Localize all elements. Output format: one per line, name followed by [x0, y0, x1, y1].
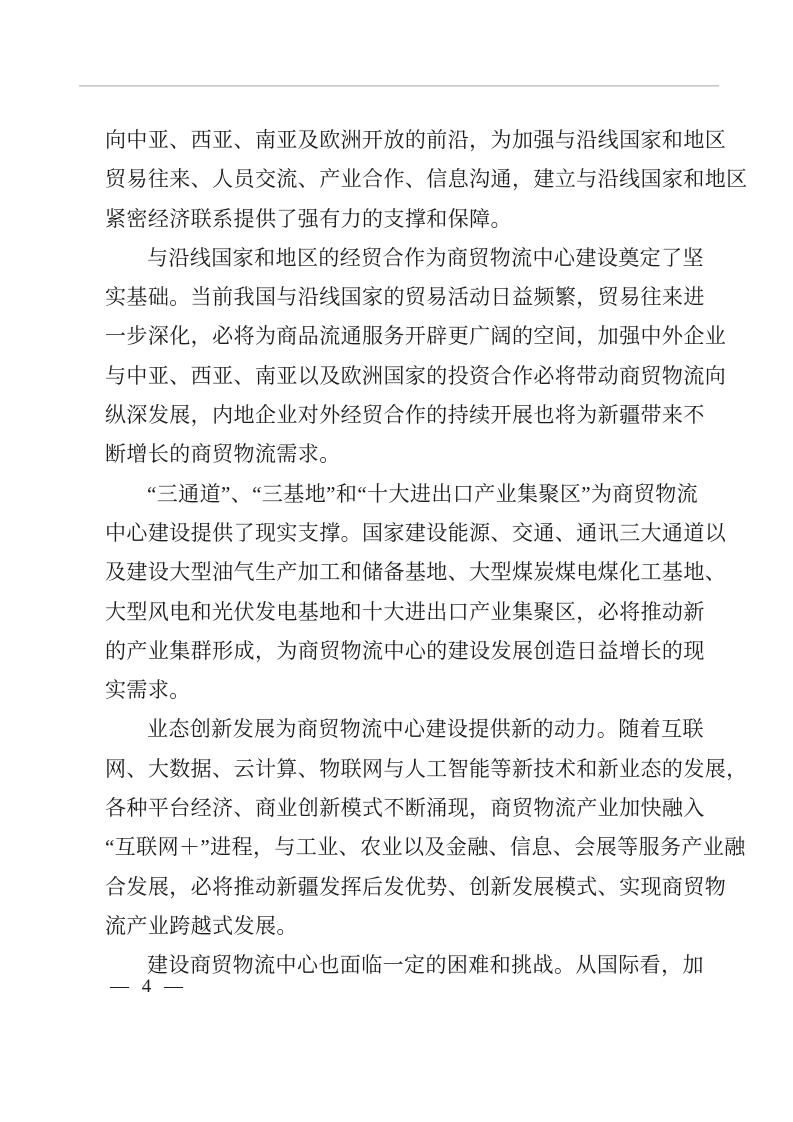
text-line: “互联网＋”进程，与工业、农业以及金融、信息、会展等服务产业融	[105, 835, 746, 860]
text-line: 及建设大型油气生产加工和储备基地、大型煤炭煤电煤化工基地、	[105, 560, 727, 585]
text-line: 与中亚、西亚、南亚以及欧洲国家的投资合作必将带动商贸物流向	[105, 363, 727, 388]
page-number: — 4 —	[110, 976, 187, 997]
paragraph	[105, 475, 727, 711]
text-line: 中心建设提供了现实支撑。国家建设能源、交通、通讯三大通道以	[105, 520, 727, 545]
text-line: 各种平台经济、商业创新模式不断涌现，商贸物流产业加快融入	[105, 796, 705, 821]
text-line: 与沿线国家和地区的经贸合作为商贸物流中心建设奠定了坚	[147, 245, 704, 270]
text-line: 向中亚、西亚、南亚及欧洲开放的前沿，为加强与沿线国家和地区	[105, 128, 727, 152]
text-line: 流产业跨越式发展。	[105, 913, 298, 938]
paragraph	[105, 121, 748, 239]
paragraph	[105, 239, 727, 475]
body-text	[105, 121, 748, 986]
text-line: 网、大数据、云计算、物联网与人工智能等新技术和新业态的发展，	[105, 756, 748, 781]
text-line: 实基础。当前我国与沿线国家的贸易活动日益频繁，贸易往来进	[105, 285, 705, 310]
paragraph	[105, 946, 704, 985]
text-line: 合发展，必将推动新疆发挥后发优势、创新发展模式、实现商贸物	[105, 874, 727, 899]
text-line: “三通道”、“三基地”和“十大进出口产业集聚区”为商贸物流	[147, 481, 699, 506]
text-line: 贸易往来、人员交流、产业合作、信息沟通，建立与沿线国家和地区	[105, 167, 748, 192]
text-line: 紧密经济联系提供了强有力的支撑和保障。	[105, 206, 512, 231]
text-line: 的产业集群形成，为商贸物流中心的建设发展创造日益增长的现	[105, 638, 705, 663]
header-rule	[79, 85, 719, 87]
text-line: 实需求。	[105, 678, 191, 703]
paragraph	[105, 710, 748, 946]
text-line: 纵深发展，内地企业对外经贸合作的持续开展也将为新疆带来不	[105, 403, 705, 428]
text-line: 业态创新发展为商贸物流中心建设提供新的动力。随着互联	[147, 717, 704, 742]
text-line: 大型风电和光伏发电基地和十大进出口产业集聚区，必将推动新	[105, 599, 705, 624]
text-line: 一步深化，必将为商品流通服务开辟更广阔的空间，加强中外企业	[105, 324, 727, 349]
text-line: 建设商贸物流中心也面临一定的困难和挑战。从国际看，加	[147, 953, 704, 978]
text-line: 断增长的商贸物流需求。	[105, 442, 341, 467]
